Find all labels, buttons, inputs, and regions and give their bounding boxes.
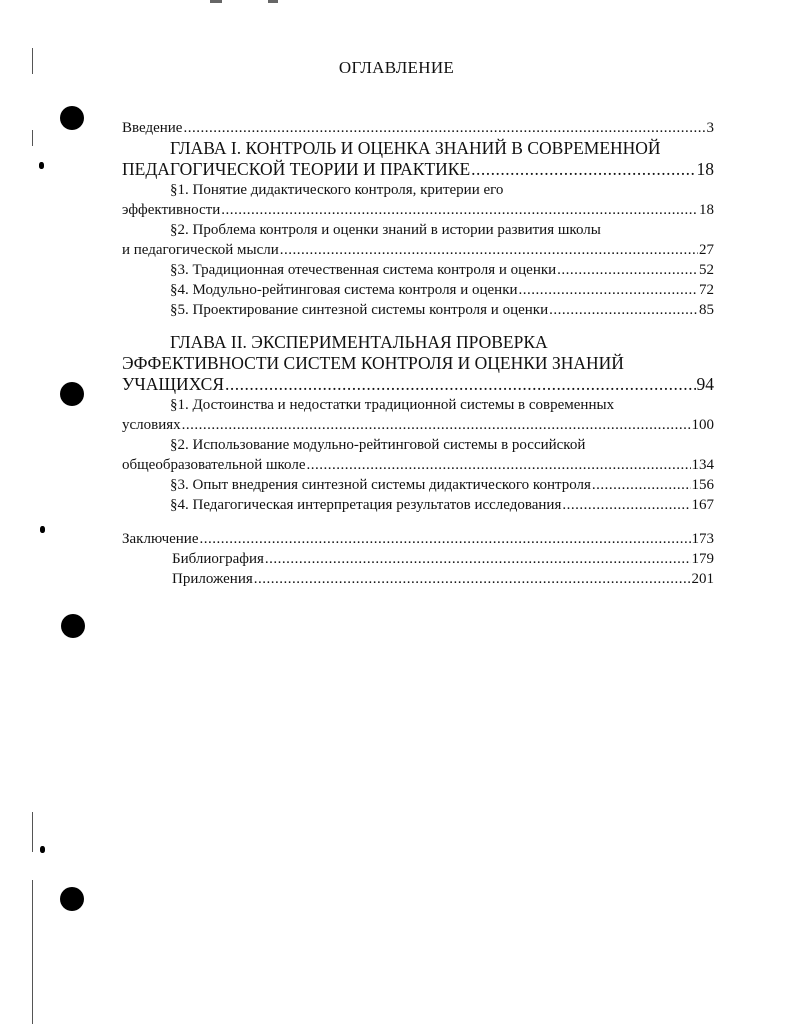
toc-entry-text: Введение — [122, 120, 183, 136]
toc-entry-bibliography — [122, 549, 714, 569]
toc-chapter-title-cont: ЭФФЕКТИВНОСТИ СИСТЕМ КОНТРОЛЯ И ОЦЕНКИ ЗНАНИЙ — [122, 353, 624, 373]
punch-hole-4 — [60, 887, 84, 911]
toc-page-number: 85 — [699, 302, 714, 318]
toc-entry-intro — [122, 118, 714, 138]
toc-section — [122, 475, 714, 495]
scan-edge-line — [32, 130, 33, 146]
toc-chapter-1 — [122, 138, 714, 159]
toc-section-title-cont: условиях — [122, 417, 181, 433]
toc-section-title: §4. Модульно-рейтинговая система контроля и оценки — [170, 282, 518, 298]
toc-section-title-cont: эффективности — [122, 202, 221, 218]
toc-section-title: §2. Проблема контроля и оценки знаний в истории развития школы — [170, 222, 601, 238]
toc-entry-text: Библиография — [172, 551, 264, 567]
toc-chapter-1-cont — [122, 159, 714, 180]
toc-section-title: §1. Достоинства и недостатки традиционной системы в современных — [170, 397, 615, 413]
scan-top-mark — [268, 0, 278, 3]
punch-hole-3 — [61, 614, 85, 638]
toc-page-number: 18 — [699, 202, 714, 218]
toc-section-title: §1. Понятие дидактического контроля, критерии его — [170, 182, 504, 198]
toc-entry-appendices — [122, 569, 714, 589]
toc-section-title: §5. Проектирование синтезной системы контроля и оценки — [170, 302, 549, 318]
toc-section — [122, 260, 714, 280]
toc-section-cont — [122, 200, 714, 220]
punch-hole-2 — [60, 382, 84, 406]
toc-chapter-2-cont — [122, 353, 714, 374]
toc-section-cont — [122, 455, 714, 475]
table-of-contents — [122, 118, 714, 589]
scan-top-mark — [210, 0, 222, 3]
toc-section — [122, 180, 714, 200]
toc-section-title: §3. Традиционная отечественная система контроля и оценки — [170, 262, 557, 278]
scan-speck — [40, 846, 45, 853]
scan-edge-line — [32, 812, 33, 852]
toc-section — [122, 300, 714, 320]
toc-page-number: 18 — [696, 159, 714, 179]
toc-chapter-2 — [122, 332, 714, 353]
toc-page-number: 156 — [691, 477, 714, 493]
toc-section — [122, 220, 714, 240]
toc-chapter-title-cont: ПЕДАГОГИЧЕСКОЙ ТЕОРИИ И ПРАКТИКЕ — [122, 159, 471, 179]
toc-section-title: §4. Педагогическая интерпретация результатов исследования — [170, 497, 562, 513]
toc-section-title-cont: и педагогической мысли — [122, 242, 279, 258]
toc-page-number: 167 — [691, 497, 714, 513]
scan-speck — [39, 162, 44, 169]
toc-page-number: 100 — [691, 417, 714, 433]
toc-chapter-2-cont — [122, 374, 714, 395]
toc-page-number: 52 — [699, 262, 714, 278]
toc-page-number: 72 — [699, 282, 714, 298]
toc-page-number: 3 — [706, 120, 714, 136]
page-title: ОГЛАВЛЕНИЕ — [338, 58, 455, 77]
toc-section-title: §2. Использование модульно-рейтинговой системы в российской — [170, 437, 586, 453]
toc-entry-text: Заключение — [122, 531, 199, 547]
toc-section — [122, 435, 714, 455]
toc-entry-conclusion — [122, 529, 714, 549]
toc-chapter-title: ГЛАВА I. КОНТРОЛЬ И ОЦЕНКА ЗНАНИЙ В СОВРЕМЕННОЙ — [170, 138, 661, 158]
toc-page-number: 173 — [691, 531, 714, 547]
toc-page-number: 94 — [696, 374, 714, 394]
toc-page-number: 179 — [691, 551, 714, 567]
toc-section — [122, 395, 714, 415]
toc-page-number: 27 — [699, 242, 714, 258]
toc-chapter-title: ГЛАВА II. ЭКСПЕРИМЕНТАЛЬНАЯ ПРОВЕРКА — [170, 332, 548, 352]
toc-page-number: 201 — [691, 571, 714, 587]
scan-edge-line — [32, 880, 33, 1024]
toc-page-number: 134 — [691, 457, 714, 473]
toc-chapter-title-cont: УЧАЩИХСЯ — [122, 374, 225, 394]
toc-section-cont — [122, 240, 714, 260]
toc-section-title: §3. Опыт внедрения синтезной системы дидактического контроля — [170, 477, 591, 493]
scan-speck — [40, 526, 45, 533]
toc-section — [122, 495, 714, 515]
toc-entry-text: Приложения — [172, 571, 253, 587]
toc-section-cont — [122, 415, 714, 435]
toc-section-title-cont: общеобразовательной школе — [122, 457, 306, 473]
toc-section — [122, 280, 714, 300]
punch-hole-1 — [60, 106, 84, 130]
